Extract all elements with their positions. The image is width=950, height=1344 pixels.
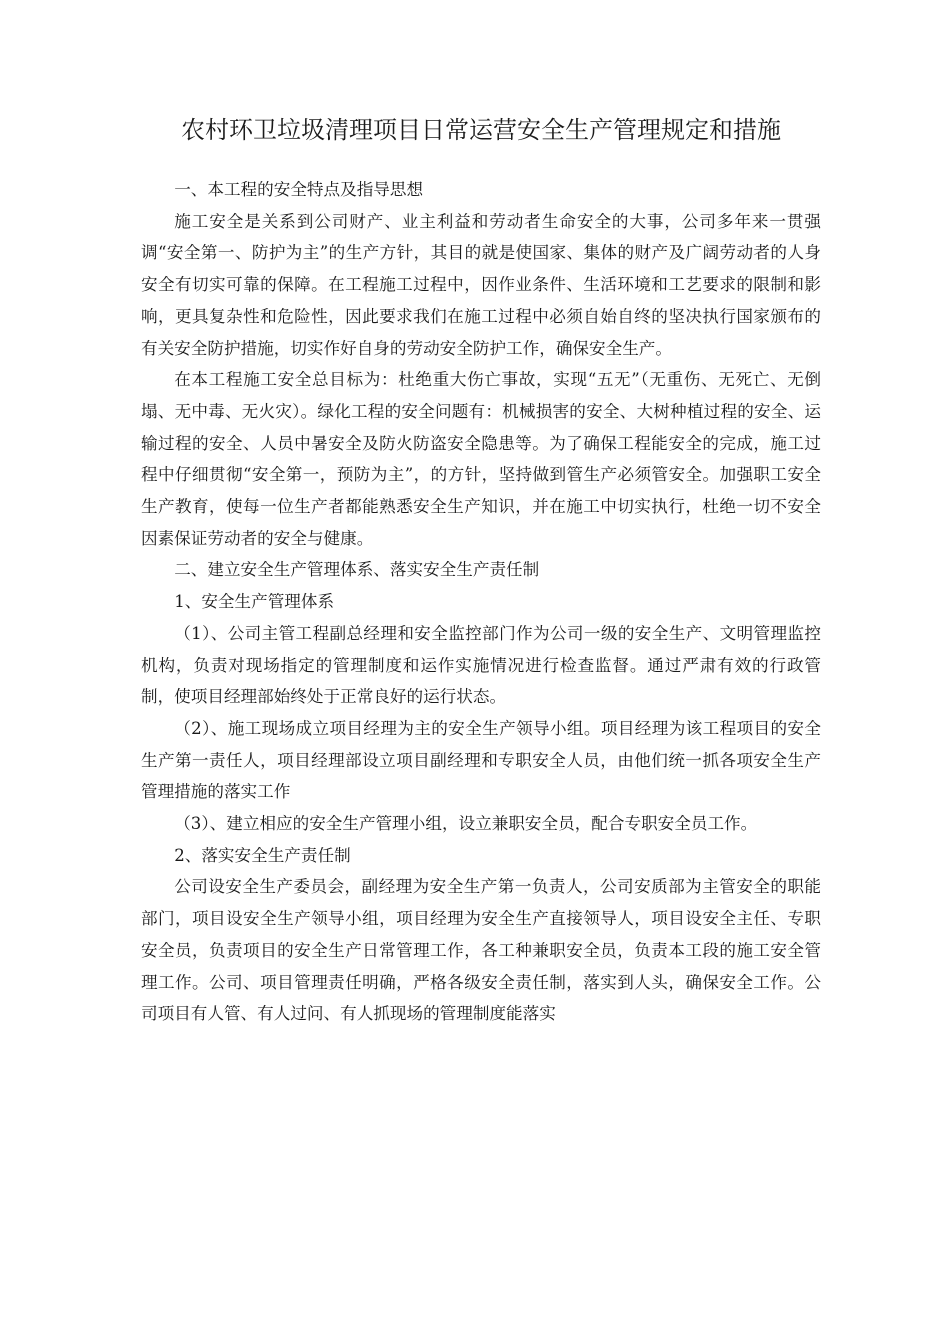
list-item: （1）、公司主管工程副总经理和安全监控部门作为公司一级的安全生产、文明管理监控机构，负责对现场指定的管理制度和运作实施情况进行检查监督。通过严肃有效的行政管制，使项目经理部始终处于正常良好的运行状态。 xyxy=(141,623,821,707)
section-heading-2: 二、建立安全生产管理体系、落实安全生产责任制 xyxy=(174,560,540,580)
section-heading-1: 一、本工程的安全特点及指导思想 xyxy=(174,180,424,199)
subsection-heading-1: 1、安全生产管理体系 xyxy=(174,592,335,612)
document-title: 农村环卫垃圾清理项目日常运营安全生产管理规定和措施 xyxy=(181,116,781,144)
document-page xyxy=(141,110,821,1030)
list-item: （3）、建立相应的安全生产管理小组，设立兼职安全员，配合专职安全员工作。 xyxy=(174,814,758,834)
list-item: （2）、施工现场成立项目经理为主的安全生产领导小组。项目经理为该工程项目的安全生产第一责任人，项目经理部设立项目副经理和专职安全人员，由他们统一抓各项安全生产管理措施的落实工作 xyxy=(141,718,821,802)
subsection-heading-2: 2、落实安全生产责任制 xyxy=(174,845,351,865)
paragraph-body: 在本工程施工安全总目标为：杜绝重大伤亡事故，实现“五无”（无重伤、无死亡、无倒塌、无中毒、无火灾）。绿化工程的安全问题有：机械损害的安全、大树种植过程的安全、运输过程的安全、人员中暑安全及防火防盗安全隐患等。为了确保工程能安全的完成，施工过程中仔细贯彻“安全第一，预防为主”，的方针，坚持做到管生产必须管安全。加强职工安全生产教育，使每一位生产者都能熟悉安全生产知识，并在施工中切实执行，杜绝一切不安全因素保证劳动者的安全与健康。 xyxy=(141,370,821,548)
paragraph-body: 公司设安全生产委员会，副经理为安全生产第一负责人，公司安质部为主管安全的职能部门，项目设安全生产领导小组，项目经理为安全生产直接领导人，项目设安全主任、专职安全员，负责项目的安全生产日常管理工作，各工种兼职安全员，负责本工段的施工安全管理工作。公司、项目管理责任明确，严格各级安全责任制，落实到人头，确保安全工作。公司项目有人管、有人过问、有人抓现场的管理制度能落实 xyxy=(141,877,821,1024)
paragraph-body: 施工安全是关系到公司财产、业主利益和劳动者生命安全的大事，公司多年来一贯强调“安全第一、防护为主”的生产方针，其目的就是使国家、集体的财产及广阔劳动者的人身安全有切实可靠的保障。在工程施工过程中，因作业条件、生活环境和工艺要求的限制和影响，更具复杂性和危险性，因此要求我们在施工过程中必须自始自终的坚决执行国家颁布的有关安全防护措施，切实作好自身的劳动安全防护工作，确保安全生产。 xyxy=(141,211,821,358)
